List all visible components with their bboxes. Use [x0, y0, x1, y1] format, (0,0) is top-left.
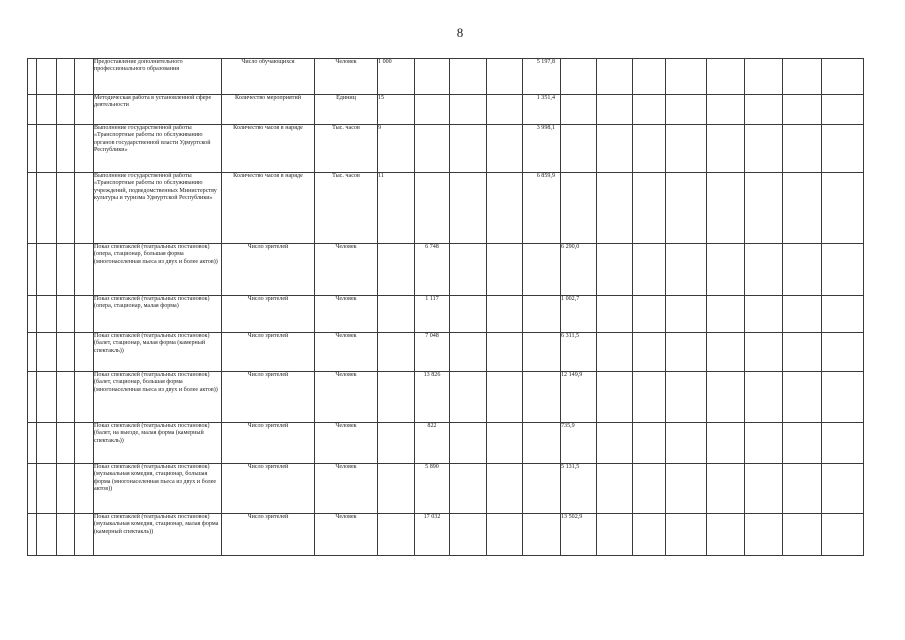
- code-cell: [75, 95, 94, 125]
- value-cell: [745, 372, 783, 423]
- value-cell: [487, 423, 523, 464]
- value-cell: [633, 244, 666, 296]
- value-cell: [707, 95, 745, 125]
- code-cell: [28, 59, 37, 95]
- code-cell: [28, 372, 37, 423]
- code-cell: [28, 244, 37, 296]
- value-cell: 15: [378, 95, 415, 125]
- code-cell: [75, 372, 94, 423]
- service-name-cell: Выполнение государственной работы «Транспортные работы по обслуживанию органов государственной власти Удмуртской Республики»: [94, 125, 222, 173]
- value-cell: [822, 59, 864, 95]
- value-cell: [633, 464, 666, 514]
- value-cell: [745, 95, 783, 125]
- value-cell: [745, 423, 783, 464]
- value-cell: [450, 464, 487, 514]
- value-cell: [822, 95, 864, 125]
- value-cell: [822, 173, 864, 244]
- value-cell: [666, 125, 707, 173]
- code-cell: [37, 464, 57, 514]
- value-cell: 11: [378, 173, 415, 244]
- value-cell: [378, 514, 415, 556]
- code-cell: [28, 125, 37, 173]
- value-cell: [597, 244, 633, 296]
- value-cell: [561, 95, 597, 125]
- table-row: [28, 372, 864, 423]
- value-cell: 7 048: [415, 333, 450, 372]
- value-cell: [378, 423, 415, 464]
- value-cell: 6 311,5: [561, 333, 597, 372]
- value-cell: [822, 296, 864, 333]
- code-cell: [37, 95, 57, 125]
- value-cell: [597, 333, 633, 372]
- value-cell: [745, 244, 783, 296]
- code-cell: [57, 59, 75, 95]
- table-row: [28, 514, 864, 556]
- value-cell: [822, 372, 864, 423]
- value-cell: [487, 59, 523, 95]
- value-cell: 5 131,5: [561, 464, 597, 514]
- code-cell: [37, 125, 57, 173]
- value-cell: [523, 423, 561, 464]
- value-cell: [707, 333, 745, 372]
- value-cell: [597, 296, 633, 333]
- value-cell: [666, 423, 707, 464]
- value-cell: [822, 423, 864, 464]
- unit-cell: Человек: [315, 423, 378, 464]
- value-cell: [450, 125, 487, 173]
- value-cell: [633, 423, 666, 464]
- service-name-cell: Показ спектаклей (театральных постановок) (опера, стационар, большая форма (многонаселенная пьеса из двух и более актов)): [94, 244, 222, 296]
- value-cell: [783, 296, 822, 333]
- value-cell: [597, 423, 633, 464]
- code-cell: [57, 333, 75, 372]
- value-cell: 1 000: [378, 59, 415, 95]
- code-cell: [57, 464, 75, 514]
- value-cell: [822, 244, 864, 296]
- value-cell: [745, 296, 783, 333]
- value-cell: 5 197,8: [523, 59, 561, 95]
- value-cell: [745, 333, 783, 372]
- value-cell: [487, 333, 523, 372]
- value-cell: [378, 372, 415, 423]
- indicator-cell: Число зрителей: [222, 423, 315, 464]
- table-row: [28, 244, 864, 296]
- value-cell: 1 117: [415, 296, 450, 333]
- value-cell: [597, 125, 633, 173]
- table-row: [28, 95, 864, 125]
- value-cell: [666, 514, 707, 556]
- value-cell: [783, 95, 822, 125]
- value-cell: [487, 173, 523, 244]
- value-cell: [450, 95, 487, 125]
- service-name-cell: Показ спектаклей (театральных постановок) (опера, стационар, малая форма): [94, 296, 222, 333]
- value-cell: [783, 514, 822, 556]
- value-cell: [561, 173, 597, 244]
- value-cell: [783, 464, 822, 514]
- value-cell: [597, 95, 633, 125]
- value-cell: [633, 95, 666, 125]
- code-cell: [28, 95, 37, 125]
- value-cell: [450, 333, 487, 372]
- code-cell: [28, 333, 37, 372]
- value-cell: [378, 244, 415, 296]
- code-cell: [37, 372, 57, 423]
- unit-cell: Человек: [315, 464, 378, 514]
- value-cell: [523, 333, 561, 372]
- value-cell: [523, 296, 561, 333]
- value-cell: 5 890: [415, 464, 450, 514]
- table-row: [28, 296, 864, 333]
- code-cell: [75, 333, 94, 372]
- table-row: [28, 423, 864, 464]
- table-row: [28, 333, 864, 372]
- code-cell: [75, 514, 94, 556]
- code-cell: [75, 423, 94, 464]
- value-cell: [487, 296, 523, 333]
- code-cell: [37, 173, 57, 244]
- code-cell: [37, 514, 57, 556]
- value-cell: [450, 244, 487, 296]
- value-cell: [450, 173, 487, 244]
- table-row: [28, 59, 864, 95]
- value-cell: [745, 464, 783, 514]
- value-cell: [415, 95, 450, 125]
- value-cell: 3 998,1: [523, 125, 561, 173]
- page-number: 8: [456, 25, 464, 40]
- unit-cell: Человек: [315, 333, 378, 372]
- value-cell: [633, 173, 666, 244]
- value-cell: [745, 173, 783, 244]
- code-cell: [57, 514, 75, 556]
- value-cell: [707, 423, 745, 464]
- value-cell: 822: [415, 423, 450, 464]
- service-name-cell: Показ спектаклей (театральных постановок) (балет, стационар, малая форма (камерный спектакль)): [94, 333, 222, 372]
- unit-cell: Единиц: [315, 95, 378, 125]
- value-cell: [707, 125, 745, 173]
- value-cell: [633, 296, 666, 333]
- value-cell: [783, 125, 822, 173]
- value-cell: [745, 514, 783, 556]
- code-cell: [75, 464, 94, 514]
- value-cell: [666, 244, 707, 296]
- code-cell: [75, 244, 94, 296]
- service-name-cell: Показ спектаклей (театральных постановок) (балет, на выезде, малая форма (камерный спектакль)): [94, 423, 222, 464]
- value-cell: 6 748: [415, 244, 450, 296]
- value-cell: [523, 372, 561, 423]
- value-cell: [822, 514, 864, 556]
- value-cell: 12 149,9: [561, 372, 597, 423]
- value-cell: [487, 125, 523, 173]
- value-cell: [707, 372, 745, 423]
- value-cell: [707, 464, 745, 514]
- code-cell: [57, 423, 75, 464]
- value-cell: [450, 372, 487, 423]
- unit-cell: Тыс. часов: [315, 173, 378, 244]
- unit-cell: Человек: [315, 59, 378, 95]
- value-cell: [783, 244, 822, 296]
- value-cell: [487, 95, 523, 125]
- unit-cell: Человек: [315, 296, 378, 333]
- value-cell: [633, 514, 666, 556]
- value-cell: [633, 333, 666, 372]
- code-cell: [37, 296, 57, 333]
- value-cell: [783, 173, 822, 244]
- value-cell: [450, 423, 487, 464]
- unit-cell: Человек: [315, 244, 378, 296]
- code-cell: [28, 514, 37, 556]
- table-row: [28, 464, 864, 514]
- value-cell: [561, 59, 597, 95]
- service-name-cell: Показ спектаклей (театральных постановок) (музыкальная комедия, стационар, малая форма (камерный спектакль)): [94, 514, 222, 556]
- value-cell: [487, 244, 523, 296]
- value-cell: [707, 244, 745, 296]
- value-cell: [415, 59, 450, 95]
- code-cell: [57, 296, 75, 333]
- service-name-cell: Показ спектаклей (театральных постановок) (музыкальная комедия, стационар, большая форма (многонаселенная пьеса из двух и более актов)): [94, 464, 222, 514]
- value-cell: [666, 333, 707, 372]
- value-cell: 13 502,9: [561, 514, 597, 556]
- indicator-cell: Количество мероприятий: [222, 95, 315, 125]
- indicator-cell: Количество часов в наряде: [222, 173, 315, 244]
- value-cell: [822, 464, 864, 514]
- service-name-cell: Показ спектаклей (театральных постановок) (балет, стационар, большая форма (многонаселенная пьеса из двух и более актов)): [94, 372, 222, 423]
- code-cell: [28, 173, 37, 244]
- service-name-cell: Методическая работа в установленной сфере деятельности: [94, 95, 222, 125]
- service-name-cell: Выполнение государственной работы «Транспортные работы по обслуживанию учреждений, подведомственных Министерству культуры и туризма Удмуртской Республики»: [94, 173, 222, 244]
- value-cell: [707, 173, 745, 244]
- value-cell: [666, 59, 707, 95]
- code-cell: [37, 59, 57, 95]
- code-cell: [37, 423, 57, 464]
- value-cell: [450, 296, 487, 333]
- value-cell: [745, 125, 783, 173]
- code-cell: [37, 333, 57, 372]
- unit-cell: Тыс. часов: [315, 125, 378, 173]
- value-cell: [597, 514, 633, 556]
- value-cell: [597, 173, 633, 244]
- value-cell: [450, 59, 487, 95]
- indicator-cell: Число зрителей: [222, 296, 315, 333]
- unit-cell: Человек: [315, 514, 378, 556]
- value-cell: [487, 464, 523, 514]
- value-cell: [597, 372, 633, 423]
- value-cell: [450, 514, 487, 556]
- indicator-cell: Число зрителей: [222, 333, 315, 372]
- unit-cell: Человек: [315, 372, 378, 423]
- service-name-cell: Предоставление дополнительного профессионального образования: [94, 59, 222, 95]
- value-cell: [707, 59, 745, 95]
- value-cell: 9: [378, 125, 415, 173]
- code-cell: [75, 173, 94, 244]
- value-cell: [378, 296, 415, 333]
- code-cell: [28, 423, 37, 464]
- value-cell: 17 032: [415, 514, 450, 556]
- budget-table: [27, 58, 864, 556]
- code-cell: [75, 296, 94, 333]
- code-cell: [37, 244, 57, 296]
- value-cell: [523, 464, 561, 514]
- value-cell: [523, 514, 561, 556]
- value-cell: [707, 296, 745, 333]
- value-cell: 1 002,7: [561, 296, 597, 333]
- value-cell: [666, 372, 707, 423]
- value-cell: 6 290,0: [561, 244, 597, 296]
- value-cell: [597, 59, 633, 95]
- indicator-cell: Число зрителей: [222, 372, 315, 423]
- code-cell: [75, 125, 94, 173]
- indicator-cell: Число зрителей: [222, 244, 315, 296]
- code-cell: [28, 464, 37, 514]
- indicator-cell: Число зрителей: [222, 464, 315, 514]
- value-cell: 735,9: [561, 423, 597, 464]
- value-cell: [666, 296, 707, 333]
- value-cell: [666, 95, 707, 125]
- indicator-cell: Число обучающихся: [222, 59, 315, 95]
- code-cell: [75, 59, 94, 95]
- code-cell: [57, 372, 75, 423]
- value-cell: [783, 59, 822, 95]
- value-cell: [378, 464, 415, 514]
- value-cell: [597, 464, 633, 514]
- value-cell: [415, 125, 450, 173]
- value-cell: [666, 464, 707, 514]
- value-cell: [523, 244, 561, 296]
- value-cell: [707, 514, 745, 556]
- value-cell: [487, 514, 523, 556]
- value-cell: [822, 125, 864, 173]
- value-cell: [487, 372, 523, 423]
- value-cell: [633, 59, 666, 95]
- value-cell: [633, 372, 666, 423]
- code-cell: [57, 244, 75, 296]
- value-cell: 1 351,4: [523, 95, 561, 125]
- value-cell: [415, 173, 450, 244]
- value-cell: [783, 423, 822, 464]
- value-cell: [666, 173, 707, 244]
- value-cell: [822, 333, 864, 372]
- value-cell: 13 826: [415, 372, 450, 423]
- value-cell: [783, 333, 822, 372]
- code-cell: [57, 173, 75, 244]
- value-cell: [633, 125, 666, 173]
- code-cell: [57, 95, 75, 125]
- table-row: [28, 173, 864, 244]
- code-cell: [28, 296, 37, 333]
- value-cell: [745, 59, 783, 95]
- value-cell: [783, 372, 822, 423]
- value-cell: 6 859,9: [523, 173, 561, 244]
- table-row: [28, 125, 864, 173]
- indicator-cell: Число зрителей: [222, 514, 315, 556]
- value-cell: [378, 333, 415, 372]
- value-cell: [561, 125, 597, 173]
- code-cell: [57, 125, 75, 173]
- indicator-cell: Количество часов в наряде: [222, 125, 315, 173]
